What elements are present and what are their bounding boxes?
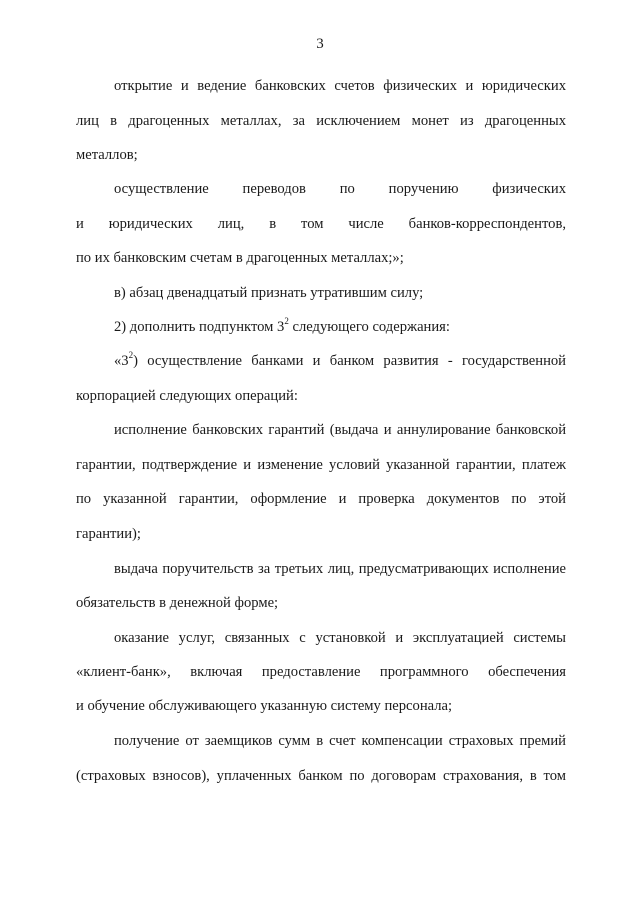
superscript: 2	[128, 350, 134, 361]
text-line: выдача поручительств за третьих лиц, предусматривающих исполнение	[114, 561, 566, 577]
superscript: 2	[284, 316, 289, 327]
text-line: лиц в драгоценных металлах, за исключением монет из драгоценных	[76, 113, 566, 129]
text-fragment: «3	[114, 353, 129, 369]
text-line: корпорацией следующих операций:	[76, 388, 298, 404]
text-line	[114, 318, 566, 336]
text-fragment: 2) дополнить подпунктом 3	[114, 319, 285, 335]
text-line: по их банковским счетам в драгоценных металлах;»;	[76, 250, 404, 266]
text-line: получение от заемщиков сумм в счет компенсации страховых премий	[114, 733, 566, 749]
text-line: в) абзац двенадцатый признать утратившим силу;	[114, 285, 424, 301]
text-line: по указанной гарантии, оформление и проверка документов по этой	[76, 491, 566, 507]
text-fragment: следующего содержания:	[288, 319, 450, 335]
text-line: и обучение обслуживающего указанную систему персонала;	[76, 698, 453, 714]
text-line: гарантии);	[76, 526, 141, 542]
page-number: 3	[316, 36, 324, 52]
text-line: и юридических лиц, в том числе банков-корреспондентов,	[76, 216, 566, 232]
text-line: гарантии, подтверждение и изменение условий указанной гарантии, платеж	[76, 457, 566, 473]
text-fragment: ) осуществление банками и банком развития - государственной	[133, 353, 566, 369]
text-line: осуществление переводов по поручению физических	[114, 181, 566, 197]
text-line: (страховых взносов), уплаченных банком по договорам страхования, в том	[76, 768, 566, 784]
text-line: открытие и ведение банковских счетов физических и юридических	[114, 78, 566, 94]
text-line: исполнение банковских гарантий (выдача и аннулирование банковской	[114, 422, 566, 438]
text-line: обязательств в денежной форме;	[76, 595, 279, 611]
text-line: металлов;	[76, 147, 138, 163]
text-line: «клиент-банк», включая предоставление программного обеспечения	[76, 664, 566, 680]
text-line	[114, 352, 566, 370]
text-line: оказание услуг, связанных с установкой и эксплуатацией системы	[114, 630, 566, 646]
